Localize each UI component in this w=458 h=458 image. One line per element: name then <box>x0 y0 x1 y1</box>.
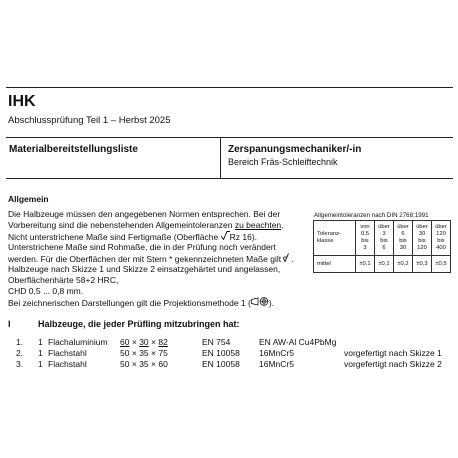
range-line: 400 <box>436 245 446 251</box>
tolerance-value: ±0,1 <box>375 256 394 273</box>
range-line: von <box>360 224 370 230</box>
general-text: CHD 0,5 ... 0,8 mm. <box>8 286 84 296</box>
range-line: 30 <box>399 245 407 251</box>
general-line-7 <box>8 275 313 286</box>
general-line-6 <box>8 264 313 275</box>
general-text: Halbzeuge nach Skizze 1 und Skizze 2 einsatzgehärtet und angelassen, <box>8 264 281 274</box>
range-cell <box>375 221 394 256</box>
item-name: Flachaluminium <box>48 337 108 347</box>
range-line: 120 <box>417 245 427 251</box>
item-number: 2. <box>16 348 24 358</box>
info-box-divider <box>220 138 221 178</box>
tolerance-value: ±0,5 <box>432 256 451 273</box>
range-line: über <box>416 224 428 230</box>
range-line: 3 <box>382 231 386 237</box>
general-text: Bei zeichnerischen Darstellungen gilt die Projektionsmethode 1 ( <box>8 298 251 308</box>
times-sign: × <box>151 348 156 358</box>
range-line: bis <box>361 238 369 244</box>
general-line-2 <box>8 220 313 231</box>
range-line: 120 <box>436 231 446 237</box>
range-line: bis <box>418 238 426 244</box>
range-cell <box>413 221 432 256</box>
range-line: bis <box>437 238 445 244</box>
item-dimensions <box>120 337 168 347</box>
tolerance-value: ±0,3 <box>413 256 432 273</box>
section-title: Halbzeuge, die jeder Prüfling mitzubringen hat: <box>38 319 240 329</box>
range-line: 6 <box>401 231 405 237</box>
tolerance-value: ±0,2 <box>394 256 413 273</box>
range-cell <box>432 221 451 256</box>
range-line: bis <box>399 238 407 244</box>
general-text: Vorbereitung sind die nebenstehenden Allgemeintoleranzen <box>8 220 235 230</box>
range-line: bis <box>380 238 388 244</box>
general-text: ). <box>251 232 258 242</box>
item-number: 3. <box>16 359 24 369</box>
general-text: Oberflächenhärte 58+2 HRC, <box>8 275 119 285</box>
tolerance-caption: Allgemeintoleranzen nach DIN 2768:1991 <box>314 212 429 219</box>
item-material: 16MnCr5 <box>259 359 294 369</box>
times-sign: × <box>151 359 156 369</box>
item-material: EN AW-Al Cu4PbMg <box>259 337 337 347</box>
range-line: 30 <box>418 231 426 237</box>
item-dimensions <box>120 359 168 369</box>
item-qty: 1 <box>38 337 43 347</box>
times-sign: × <box>131 359 137 369</box>
item-norm: EN 10058 <box>202 348 240 358</box>
general-line-4 <box>8 242 313 253</box>
range-line: über <box>397 224 409 230</box>
tolerance-class-header <box>314 221 356 256</box>
item-norm: EN 10058 <box>202 359 240 369</box>
general-line-9 <box>8 297 313 309</box>
item-name: Flachstahl <box>48 359 87 369</box>
general-text: ). <box>268 298 275 308</box>
dim: 35 <box>139 348 149 358</box>
item-note: vorgefertigt nach Skizze 1 <box>344 348 442 358</box>
dim: 35 <box>139 359 149 369</box>
projection-method-icon <box>251 297 269 309</box>
section-number: I <box>8 319 11 329</box>
dim: 50 <box>120 348 130 358</box>
dim-raw: 60 <box>120 337 130 347</box>
item-note: vorgefertigt nach Skizze 2 <box>344 359 442 369</box>
item-name: Flachstahl <box>48 348 87 358</box>
tolerance-class-mittel: mittel <box>314 256 356 273</box>
range-line: über <box>378 224 390 230</box>
general-line-1 <box>8 209 313 220</box>
section-general-title: Allgemein <box>8 194 49 204</box>
times-sign: × <box>151 337 156 347</box>
dim: 75 <box>158 348 168 358</box>
dim-raw: 82 <box>158 337 168 347</box>
range-cell <box>394 221 413 256</box>
item-material: 16MnCr5 <box>259 348 294 358</box>
page-title: IHK <box>8 93 36 110</box>
tolerance-header-row <box>314 221 451 256</box>
exam-subtitle: Abschlussprüfung Teil 1 – Herbst 2025 <box>8 115 171 126</box>
dim: 60 <box>158 359 168 369</box>
item-dimensions <box>120 348 168 358</box>
general-text: Die Halbzeuge müssen den angegebenen Normen entsprechen. Bei der <box>8 209 281 219</box>
times-sign: × <box>131 337 137 347</box>
item-norm: EN 754 <box>202 337 231 347</box>
range-line: über <box>435 224 447 230</box>
general-text-underlined: zu beachten <box>234 220 282 230</box>
range-line: 0,5 <box>360 231 370 237</box>
item-qty: 1 <box>38 348 43 358</box>
general-text: Unterstrichene Maße sind Rohmaße, die in der Prüfung noch verändert <box>8 242 276 252</box>
range-cell <box>356 221 375 256</box>
range-line: 3 <box>363 245 367 251</box>
dim: 50 <box>120 359 130 369</box>
general-text: . <box>291 254 294 264</box>
tolerance-table <box>313 220 451 273</box>
header-label-line: klasse <box>317 238 334 244</box>
dim-raw: 30 <box>139 337 149 347</box>
general-text: Nicht unterstrichene Maße sind Fertigmaße (Oberfläche <box>8 232 221 242</box>
general-line-8 <box>8 286 313 297</box>
top-rule <box>6 87 453 88</box>
roughness-value: Rz 16 <box>229 232 252 242</box>
general-text: . <box>281 220 284 230</box>
document-title: Materialbereitstellungsliste <box>9 144 138 155</box>
item-qty: 1 <box>38 359 43 369</box>
tolerance-value: ±0,1 <box>356 256 375 273</box>
profession-area: Bereich Fräs-Schleiftechnik <box>228 157 338 167</box>
range-line: 6 <box>382 245 386 251</box>
header-label-line: Toleranz- <box>317 231 341 237</box>
times-sign: × <box>131 348 137 358</box>
item-number: 1. <box>16 337 24 347</box>
tolerance-value-row <box>314 256 451 273</box>
profession-title: Zerspanungsmechaniker/-in <box>228 144 362 155</box>
info-box <box>6 137 453 179</box>
general-text: werden. Für die Oberflächen der mit Stern * gekennzeichneten Maße gilt <box>8 254 284 264</box>
